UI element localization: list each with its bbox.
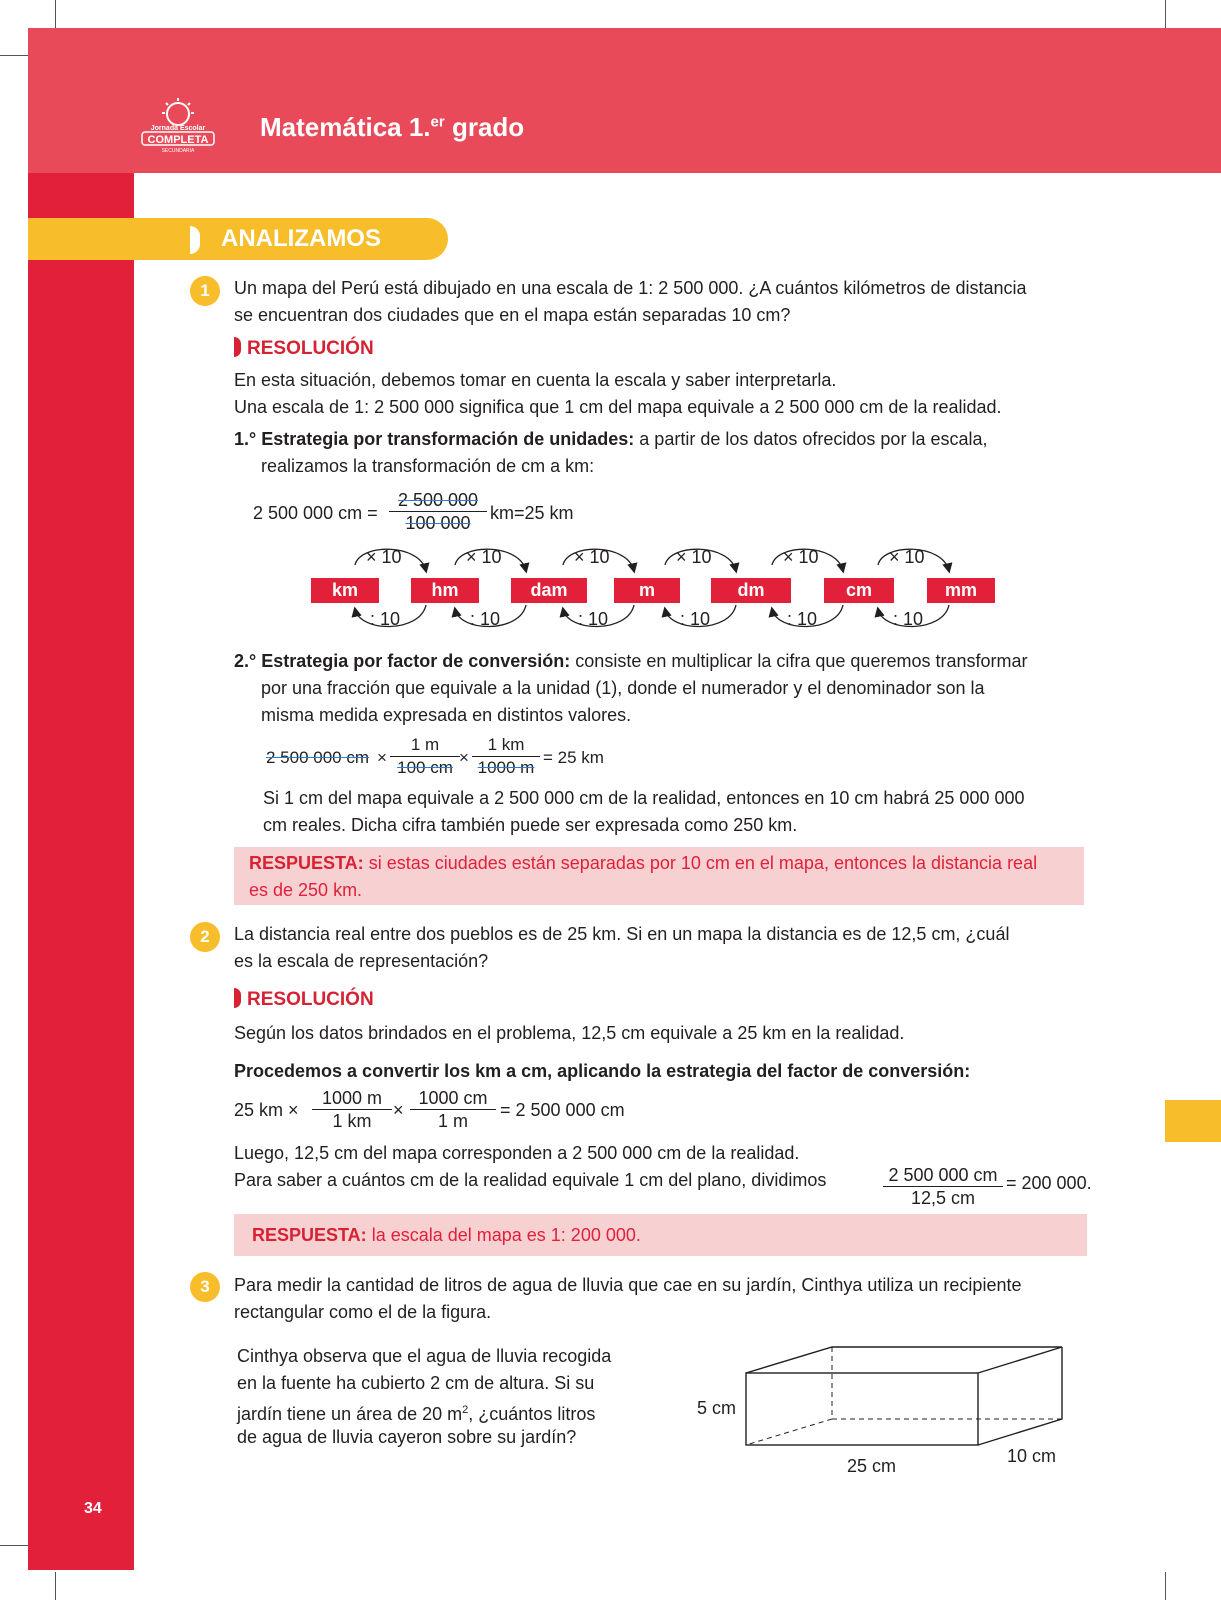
answer-label: RESPUESTA: [249, 853, 364, 873]
answer-label: RESPUESTA: [252, 1225, 367, 1245]
dimension-label-length: 25 cm [847, 1456, 897, 1476]
multiply-label: × 10 [466, 547, 502, 567]
equation-left: 2 500 000 cm [266, 748, 370, 767]
paragraph: En esta situación, debemos tomar en cuenta la escala y saber interpretarla. [234, 370, 837, 390]
paragraph: misma medida expresada en distintos valores. [261, 705, 632, 725]
fraction [410, 1087, 496, 1132]
multiply-label: × 10 [676, 547, 712, 567]
divide-label: : 10 [578, 609, 609, 629]
page-title [260, 112, 524, 143]
paragraph: Según los datos brindados en el problema, 12,5 cm equivale a 25 km en la realidad. [234, 1023, 905, 1043]
crop-mark [55, 1572, 56, 1600]
answer-text: si estas ciudades están separadas por 10 cm en el mapa, entonces la distancia real [363, 853, 1038, 873]
paragraph: de agua de lluvia cayeron sobre su jardín? [237, 1427, 577, 1447]
multiply-label: × 10 [366, 547, 402, 567]
answer-line [249, 850, 1037, 877]
unit-box-km: km [311, 578, 379, 603]
unit-box-m: m [614, 578, 680, 603]
divide-label: : 10 [787, 609, 818, 629]
paragraph: Si 1 cm del mapa equivale a 2 500 000 cm de la realidad, entonces en 10 cm habrá 25 000 000 [263, 788, 1025, 808]
fraction-numerator: 1000 cm [410, 1087, 496, 1110]
fraction-numerator: 1 km [472, 734, 540, 757]
problem3-statement: rectangular como el de la figura. [234, 1302, 492, 1322]
jornada-escolar-logo [140, 96, 216, 154]
crop-mark [0, 55, 28, 56]
resolution-heading [234, 988, 374, 1011]
dimension-label-width: 10 cm [1007, 1446, 1057, 1466]
paragraph-part: jardín tiene un área de 20 m [237, 1404, 463, 1424]
page-title-sup: er [430, 113, 445, 131]
strategy2-title: 2.° Estrategia por factor de conversión: [234, 651, 571, 671]
paragraph: en la fuente ha cubierto 2 cm de altura. Si su [237, 1373, 595, 1393]
paragraph-part: , ¿cuántos litros [468, 1404, 596, 1424]
fraction-numerator: 1000 m [312, 1087, 392, 1110]
times-sign: × [377, 748, 387, 767]
problem1-statement: se encuentran dos ciudades que en el mapa están separadas 10 cm? [234, 305, 791, 325]
unit-box-dam: dam [511, 578, 587, 603]
fraction-denominator: 1 km [332, 1111, 372, 1131]
unit-box-dm: dm [711, 578, 791, 603]
fraction-denominator: 1 m [437, 1111, 468, 1131]
problem-number: 2 [190, 922, 220, 952]
procedure-heading: Procedemos a convertir los km a cm, aplicando la estrategia del factor de conversión: [234, 1061, 971, 1081]
fraction-numerator: 1 m [390, 734, 460, 757]
answer-text: es de 250 km. [249, 880, 363, 900]
fraction-numerator: 2 500 000 [389, 489, 487, 512]
divide-label: : 10 [680, 609, 711, 629]
section-title: ANALIZAMOS [221, 225, 381, 252]
fraction-numerator: 2 500 000 cm [883, 1164, 1003, 1187]
unit-box-mm: mm [927, 578, 995, 603]
answer-line [252, 1222, 641, 1249]
problem2-statement: es la escala de representación? [234, 951, 489, 971]
fraction-denominator: 100 cm [397, 758, 453, 777]
divide-label: : 10 [370, 609, 401, 629]
crop-mark [1165, 0, 1166, 28]
fraction [312, 1087, 392, 1132]
equation-result: = 200 000. [1006, 1173, 1092, 1193]
resolution-label: RESOLUCIÓN [247, 338, 374, 359]
page-number: 34 [84, 1500, 102, 1517]
unit-box-hm: hm [411, 578, 479, 603]
page-title-suffix: grado [444, 112, 525, 142]
paragraph: realizamos la transformación de cm a km: [261, 456, 595, 476]
times-sign: × [459, 748, 469, 767]
strategy2-text: consiste en multiplicar la cifra que queremos transformar [570, 651, 1028, 671]
divide-label: : 10 [893, 609, 924, 629]
fraction [389, 489, 487, 534]
problem3-statement: Para medir la cantidad de litros de agua de lluvia que cae en su jardín, Cinthya utiliza un recipiente [234, 1275, 1022, 1295]
paragraph: Cinthya observa que el agua de lluvia recogida [237, 1346, 612, 1366]
strategy1-text: a partir de los datos ofrecidos por la escala, [634, 429, 988, 449]
fraction-denominator: 100 000 [405, 513, 471, 533]
fraction [883, 1164, 1003, 1209]
fraction-denominator: 1000 m [477, 758, 535, 777]
problem1-statement: Un mapa del Perú está dibujado en una escala de 1: 2 500 000. ¿A cuántos kilómetros de distancia [234, 278, 1027, 298]
side-tab [1165, 1100, 1221, 1142]
equation-left: 25 km × [234, 1100, 299, 1120]
fraction-denominator: 12,5 cm [910, 1188, 976, 1208]
paragraph: Luego, 12,5 cm del mapa corresponden a 2 500 000 cm de la realidad. [234, 1143, 800, 1163]
chevron-icon [234, 988, 241, 1008]
resolution-label: RESOLUCIÓN [247, 989, 374, 1010]
strategy1-heading [234, 426, 988, 453]
strategy2-heading [234, 648, 1028, 675]
page-sidebar [28, 173, 134, 1570]
equation-result: = 25 km [543, 748, 604, 767]
paragraph: Una escala de 1: 2 500 000 significa que 1 cm del mapa equivale a 2 500 000 cm de la realidad. [234, 397, 1002, 417]
chevron-icon [234, 337, 241, 357]
logo-text-bottom: SECUNDARIA [161, 148, 195, 154]
paragraph: por una fracción que equivale a la unidad (1), donde el numerador y el denominador son la [261, 678, 985, 698]
equation-result: = 2 500 000 cm [500, 1100, 625, 1120]
equation-right: km=25 km [490, 503, 574, 523]
crop-mark [0, 1545, 28, 1546]
strategy1-title: 1.° Estrategia por transformación de unidades: [234, 429, 635, 449]
problem-number: 1 [190, 276, 220, 306]
resolution-heading [234, 337, 374, 360]
crop-mark [55, 0, 56, 28]
fraction [472, 734, 540, 779]
logo-text-main: COMPLETA [147, 134, 209, 146]
answer-text: la escala del mapa es 1: 200 000. [366, 1225, 641, 1245]
crop-mark [1165, 1572, 1166, 1600]
multiply-label: × 10 [783, 547, 819, 567]
paragraph: Para saber a cuántos cm de la realidad equivale 1 cm del plano, dividimos [234, 1170, 827, 1190]
divide-label: : 10 [470, 609, 501, 629]
multiply-label: × 10 [889, 547, 925, 567]
page-title-main: Matemática 1. [260, 112, 431, 142]
unit-box-cm: cm [824, 578, 894, 603]
problem2-statement: La distancia real entre dos pueblos es de 25 km. Si en un mapa la distancia es de 12,5 cm, ¿cuál [234, 924, 1010, 944]
dimension-label-height: 5 cm [697, 1398, 737, 1418]
logo-text-top: Jornada Escolar [150, 125, 206, 132]
times-sign: × [393, 1100, 404, 1120]
superscript: 2 [462, 1404, 469, 1416]
multiply-label: × 10 [574, 547, 610, 567]
equation-left: 2 500 000 cm = [253, 503, 378, 523]
paragraph: cm reales. Dicha cifra también puede ser expresada como 250 km. [263, 815, 798, 835]
fraction [390, 734, 460, 779]
problem-number: 3 [190, 1272, 220, 1302]
